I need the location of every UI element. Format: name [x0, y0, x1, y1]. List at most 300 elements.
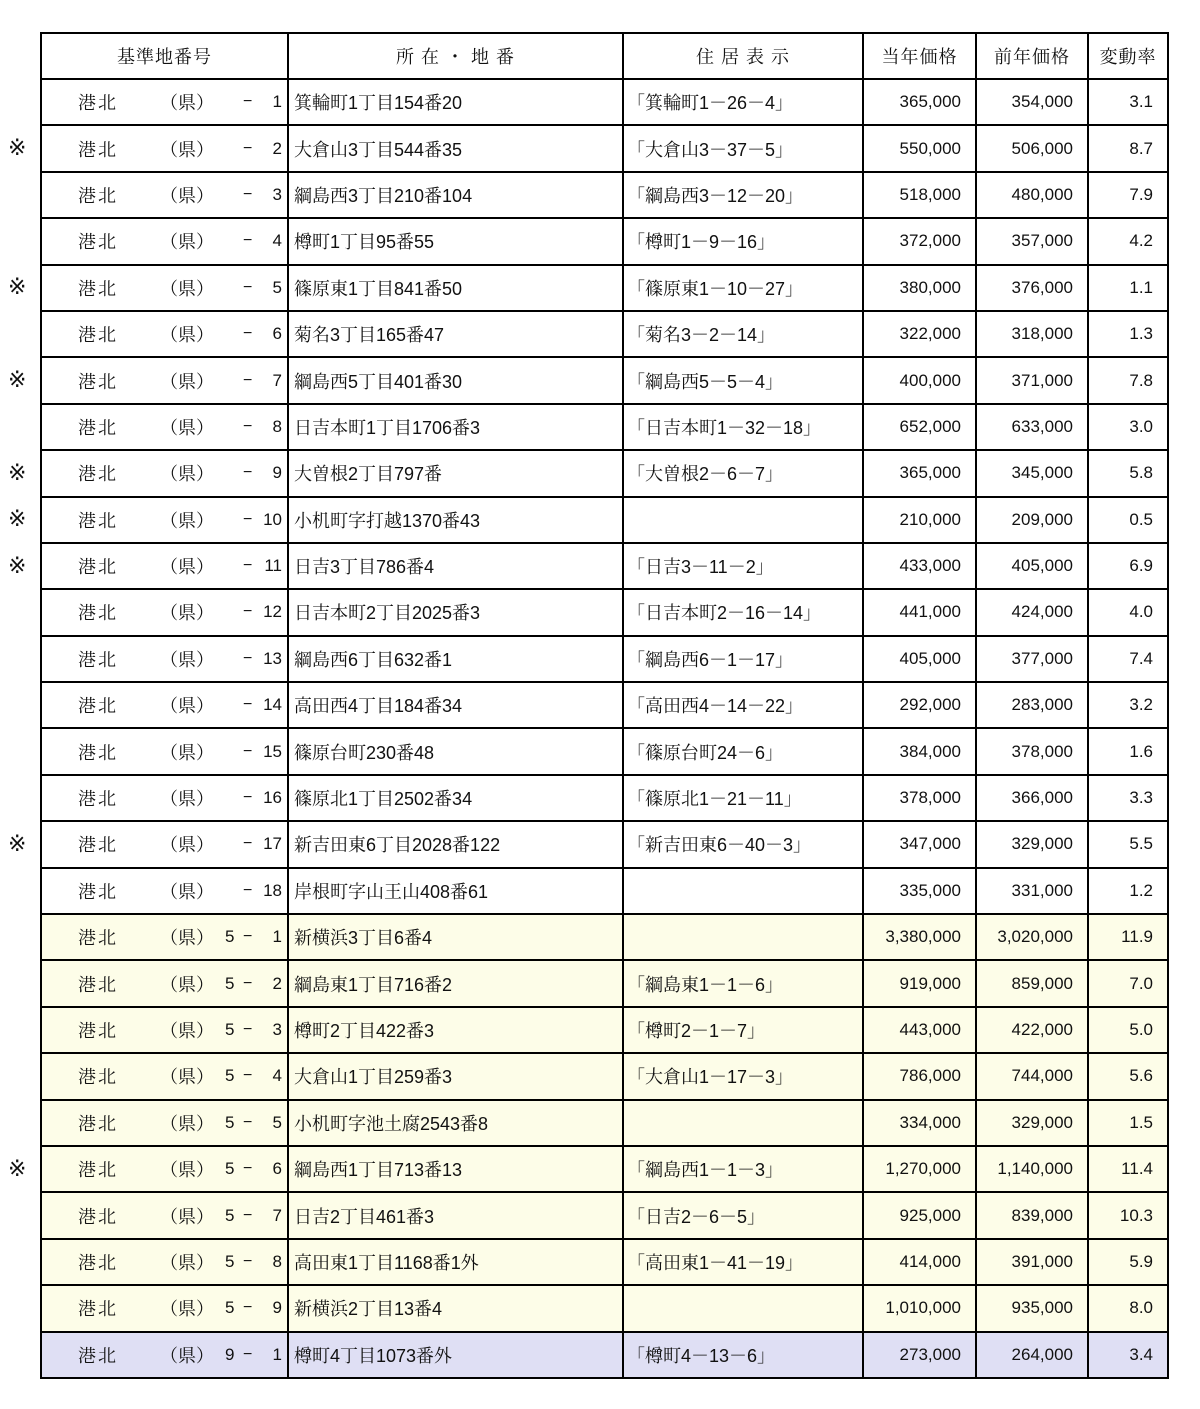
change-rate-cell: 7.9 [1088, 172, 1168, 218]
pref-label: （県） [160, 928, 214, 949]
address-display-cell: 「綱島東1－1－6」 [623, 960, 863, 1006]
change-rate-cell: 1.5 [1088, 1100, 1168, 1146]
location-lot-cell: 大倉山1丁目259番3 [288, 1053, 623, 1099]
location-lot-cell: 新横浜2丁目13番4 [288, 1285, 623, 1331]
location-lot-cell: 小机町字池土腐2543番8 [288, 1100, 623, 1146]
lot-number: 5 [272, 1112, 282, 1132]
pref-label: （県） [160, 1252, 214, 1273]
dash-separator: − [243, 417, 253, 435]
change-rate-cell: 3.4 [1088, 1332, 1168, 1378]
previous-price-cell: 329,000 [976, 821, 1088, 867]
change-rate-cell: 4.0 [1088, 589, 1168, 635]
current-price-cell: 372,000 [863, 218, 976, 264]
table-row [41, 914, 1168, 960]
standard-lot-no-cell [41, 218, 288, 264]
current-price-cell: 786,000 [863, 1053, 976, 1099]
dash-separator: − [243, 1113, 253, 1131]
series-number: 5 [225, 1159, 235, 1179]
lot-number: 12 [263, 602, 282, 622]
address-display-cell: 「日吉3－11－2」 [623, 543, 863, 589]
ward-label: 港北 [78, 278, 118, 299]
pref-label: （県） [160, 1299, 214, 1320]
header-change-rate: 変動率 [1088, 33, 1168, 79]
pref-label: （県） [160, 1113, 214, 1134]
lot-number: 11 [264, 556, 282, 576]
pref-label: （県） [160, 742, 214, 763]
change-rate-cell: 4.2 [1088, 218, 1168, 264]
dash-separator: − [243, 1160, 253, 1178]
standard-lot-no-cell [41, 450, 288, 496]
standard-lot-no-cell [41, 589, 288, 635]
ward-label: 港北 [78, 1299, 118, 1320]
standard-lot-no-cell [41, 404, 288, 450]
standard-lot-no-cell [41, 1332, 288, 1378]
location-lot-cell: 大曽根2丁目797番 [288, 450, 623, 496]
ward-label: 港北 [78, 1021, 118, 1041]
current-price-cell: 652,000 [863, 404, 976, 450]
previous-price-cell: 935,000 [976, 1285, 1088, 1331]
standard-lot-no-cell [41, 357, 288, 403]
previous-price-cell: 405,000 [976, 543, 1088, 589]
ward-label: 港北 [78, 557, 118, 578]
dash-separator: − [243, 1021, 253, 1038]
ward-label: 港北 [78, 835, 118, 856]
series-number: 5 [225, 1066, 235, 1086]
previous-price-cell: 859,000 [976, 960, 1088, 1006]
current-price-cell: 347,000 [863, 821, 976, 867]
address-display-cell: 「大倉山1－17－3」 [623, 1053, 863, 1099]
ward-label: 港北 [78, 974, 118, 995]
change-rate-cell: 3.2 [1088, 682, 1168, 728]
change-rate-cell: 3.1 [1088, 79, 1168, 125]
standard-lot-no-cell [41, 636, 288, 682]
current-price-cell: 365,000 [863, 79, 976, 125]
dash-separator: − [243, 185, 253, 203]
pref-label: （県） [160, 1021, 214, 1041]
pref-label: （県） [160, 1160, 214, 1181]
pref-label: （県） [160, 278, 214, 299]
location-lot-cell: 綱島西6丁目632番1 [288, 636, 623, 682]
location-lot-cell: 日吉2丁目461番3 [288, 1192, 623, 1238]
standard-lot-no-cell [41, 172, 288, 218]
location-lot-cell: 篠原東1丁目841番50 [288, 265, 623, 311]
previous-price-cell: 264,000 [976, 1332, 1088, 1378]
table-row [41, 1192, 1168, 1238]
pref-label: （県） [160, 185, 214, 206]
lot-number: 13 [263, 648, 282, 668]
previous-price-cell: 283,000 [976, 682, 1088, 728]
pref-label: （県） [160, 139, 214, 160]
previous-price-cell: 366,000 [976, 775, 1088, 821]
table-row [41, 821, 1168, 867]
pref-label: （県） [160, 649, 214, 670]
reference-mark: ※ [8, 506, 27, 532]
previous-price-cell: 3,020,000 [976, 914, 1088, 960]
table-row [41, 172, 1168, 218]
series-number: 5 [225, 1205, 235, 1225]
address-display-cell: 「篠原北1－21－11」 [623, 775, 863, 821]
header-current-price: 当年価格 [863, 33, 976, 79]
table-row [41, 636, 1168, 682]
standard-lot-no-cell [41, 1100, 288, 1146]
previous-price-cell: 506,000 [976, 125, 1088, 171]
pref-label: （県） [160, 1206, 214, 1227]
standard-lot-no-cell [41, 1192, 288, 1238]
change-rate-cell: 7.0 [1088, 960, 1168, 1006]
ward-label: 港北 [78, 649, 118, 670]
lot-number: 8 [272, 1251, 282, 1271]
change-rate-cell: 5.8 [1088, 450, 1168, 496]
change-rate-cell: 1.2 [1088, 868, 1168, 914]
table-row [41, 311, 1168, 357]
dash-separator: − [243, 928, 253, 946]
lot-number: 6 [272, 324, 282, 344]
lot-number: 10 [263, 509, 282, 529]
address-display-cell [623, 1285, 863, 1331]
change-rate-cell: 5.9 [1088, 1239, 1168, 1285]
address-display-cell: 「高田西4－14－22」 [623, 682, 863, 728]
change-rate-cell: 3.3 [1088, 775, 1168, 821]
lot-number: 3 [272, 184, 282, 204]
address-display-cell [623, 497, 863, 543]
ward-label: 港北 [78, 928, 118, 949]
header-previous-price: 前年価格 [976, 33, 1088, 79]
header-address-display: 住 居 表 示 [623, 33, 863, 79]
pref-label: （県） [160, 510, 214, 531]
standard-lot-no-cell [41, 1053, 288, 1099]
previous-price-cell: 209,000 [976, 497, 1088, 543]
change-rate-cell: 0.5 [1088, 497, 1168, 543]
location-lot-cell: 綱島西5丁目401番30 [288, 357, 623, 403]
address-display-cell: 「箕輪町1－26－4」 [623, 79, 863, 125]
table-row [41, 728, 1168, 774]
location-lot-cell: 高田西4丁目184番34 [288, 682, 623, 728]
table-row [41, 497, 1168, 543]
address-display-cell: 「綱島西6－1－17」 [623, 636, 863, 682]
pref-label: （県） [160, 696, 214, 717]
previous-price-cell: 1,140,000 [976, 1146, 1088, 1192]
standard-lot-no-cell [41, 543, 288, 589]
address-display-cell: 「日吉2－6－5」 [623, 1192, 863, 1238]
address-display-cell: 「大倉山3－37－5」 [623, 125, 863, 171]
pref-label: （県） [160, 1067, 214, 1088]
previous-price-cell: 331,000 [976, 868, 1088, 914]
address-display-cell: 「菊名3－2－14」 [623, 311, 863, 357]
ward-label: 港北 [78, 371, 118, 392]
dash-separator: − [243, 1345, 253, 1363]
address-display-cell [623, 914, 863, 960]
table-row [41, 682, 1168, 728]
previous-price-cell: 345,000 [976, 450, 1088, 496]
lot-number: 7 [272, 1205, 282, 1225]
lot-number: 9 [272, 1298, 282, 1318]
reference-mark: ※ [8, 831, 27, 856]
previous-price-cell: 377,000 [976, 636, 1088, 682]
current-price-cell: 335,000 [863, 868, 976, 914]
change-rate-cell: 7.8 [1088, 357, 1168, 403]
table-row [41, 1332, 1168, 1378]
dash-separator: − [243, 974, 253, 992]
change-rate-cell: 11.4 [1088, 1146, 1168, 1192]
location-lot-cell: 樽町2丁目422番3 [288, 1007, 623, 1053]
ward-label: 港北 [78, 1160, 118, 1181]
dash-separator: − [243, 789, 253, 807]
table-row [41, 1146, 1168, 1192]
change-rate-cell: 1.6 [1088, 728, 1168, 774]
dash-separator: − [243, 510, 253, 528]
ward-label: 港北 [78, 1067, 118, 1088]
pref-label: （県） [160, 464, 214, 485]
current-price-cell: 400,000 [863, 357, 976, 403]
lot-number: 16 [263, 788, 282, 808]
location-lot-cell: 小机町字打越1370番43 [288, 497, 623, 543]
table-row [41, 543, 1168, 589]
pref-label: （県） [160, 325, 214, 346]
standard-lot-no-cell [41, 79, 288, 125]
table-header [41, 33, 1168, 79]
ward-label: 港北 [78, 325, 118, 346]
reference-mark: ※ [8, 459, 27, 485]
address-display-cell: 「高田東1－41－19」 [623, 1239, 863, 1285]
table-row [41, 357, 1168, 403]
current-price-cell: 334,000 [863, 1100, 976, 1146]
location-lot-cell: 樽町1丁目95番55 [288, 218, 623, 264]
pref-label: （県） [160, 974, 214, 995]
current-price-cell: 378,000 [863, 775, 976, 821]
lot-number: 3 [272, 1020, 282, 1039]
location-lot-cell: 箕輪町1丁目154番20 [288, 79, 623, 125]
table-row [41, 1285, 1168, 1331]
table-row [41, 1100, 1168, 1146]
previous-price-cell: 318,000 [976, 311, 1088, 357]
pref-label: （県） [160, 232, 214, 253]
change-rate-cell: 1.3 [1088, 311, 1168, 357]
previous-price-cell: 391,000 [976, 1239, 1088, 1285]
dash-separator: − [243, 464, 253, 482]
table-row [41, 450, 1168, 496]
address-display-cell [623, 1100, 863, 1146]
current-price-cell: 550,000 [863, 125, 976, 171]
lot-number: 7 [272, 370, 282, 390]
pref-label: （県） [160, 417, 214, 438]
change-rate-cell: 3.0 [1088, 404, 1168, 450]
header-location-lot: 所 在 ・ 地 番 [288, 33, 623, 79]
dash-separator: − [243, 1299, 253, 1317]
header-standard-lot-no: 基準地番号 [41, 33, 288, 79]
previous-price-cell: 422,000 [976, 1007, 1088, 1053]
header-row [41, 33, 1168, 79]
current-price-cell: 365,000 [863, 450, 976, 496]
current-price-cell: 210,000 [863, 497, 976, 543]
dash-separator: − [243, 1067, 253, 1085]
previous-price-cell: 633,000 [976, 404, 1088, 450]
location-lot-cell: 高田東1丁目1168番1外 [288, 1239, 623, 1285]
current-price-cell: 518,000 [863, 172, 976, 218]
pref-label: （県） [160, 93, 214, 114]
dash-separator: − [243, 232, 253, 250]
standard-lot-no-cell [41, 497, 288, 543]
ward-label: 港北 [78, 1113, 118, 1134]
location-lot-cell: 綱島東1丁目716番2 [288, 960, 623, 1006]
location-lot-cell: 綱島西3丁目210番104 [288, 172, 623, 218]
ward-label: 港北 [78, 93, 118, 114]
change-rate-cell: 1.1 [1088, 265, 1168, 311]
pref-label: （県） [160, 371, 214, 392]
location-lot-cell: 大倉山3丁目544番35 [288, 125, 623, 171]
previous-price-cell: 376,000 [976, 265, 1088, 311]
current-price-cell: 322,000 [863, 311, 976, 357]
change-rate-cell: 8.7 [1088, 125, 1168, 171]
change-rate-cell: 5.0 [1088, 1007, 1168, 1053]
dash-separator: − [243, 649, 253, 667]
dash-separator: − [243, 1206, 253, 1224]
reference-mark: ※ [8, 135, 27, 160]
standard-lot-no-cell [41, 728, 288, 774]
standard-lot-no-cell [41, 311, 288, 357]
location-lot-cell: 日吉本町1丁目1706番3 [288, 404, 623, 450]
series-number: 5 [225, 973, 235, 993]
series-number: 5 [225, 927, 235, 947]
dash-separator: − [243, 1252, 253, 1270]
location-lot-cell: 日吉3丁目786番4 [288, 543, 623, 589]
lot-number: 14 [263, 695, 282, 715]
dash-separator: − [243, 881, 253, 899]
current-price-cell: 384,000 [863, 728, 976, 774]
table-row [41, 1053, 1168, 1099]
lot-number: 5 [272, 277, 282, 297]
series-number: 9 [225, 1344, 235, 1364]
table-row [41, 960, 1168, 1006]
address-display-cell: 「綱島西1－1－3」 [623, 1146, 863, 1192]
series-number: 5 [225, 1251, 235, 1271]
standard-lot-no-cell [41, 1285, 288, 1331]
standard-lot-no-cell [41, 821, 288, 867]
series-number: 5 [225, 1112, 235, 1132]
current-price-cell: 405,000 [863, 636, 976, 682]
dash-separator: − [243, 742, 253, 760]
address-display-cell: 「綱島西5－5－4」 [623, 357, 863, 403]
standard-lot-no-cell [41, 1239, 288, 1285]
table-row [41, 79, 1168, 125]
lot-number: 2 [272, 138, 282, 158]
ward-label: 港北 [78, 1252, 118, 1273]
standard-lot-no-cell [41, 868, 288, 914]
lot-number: 1 [272, 927, 282, 947]
standard-lot-no-cell [41, 1146, 288, 1192]
dash-separator: − [243, 93, 253, 111]
location-lot-cell: 新吉田東6丁目2028番122 [288, 821, 623, 867]
table-row [41, 589, 1168, 635]
standard-lot-no-cell [41, 125, 288, 171]
ward-label: 港北 [78, 139, 118, 160]
location-lot-cell: 日吉本町2丁目2025番3 [288, 589, 623, 635]
current-price-cell: 3,380,000 [863, 914, 976, 960]
ward-label: 港北 [78, 789, 118, 810]
table-row [41, 1007, 1168, 1053]
ward-label: 港北 [78, 185, 118, 206]
address-display-cell: 「日吉本町1－32－18」 [623, 404, 863, 450]
address-display-cell: 「樽町2－1－7」 [623, 1007, 863, 1053]
location-lot-cell: 篠原台町230番48 [288, 728, 623, 774]
address-display-cell: 「篠原東1－10－27」 [623, 265, 863, 311]
ward-label: 港北 [78, 510, 118, 531]
table-row [41, 265, 1168, 311]
address-display-cell: 「大曽根2－6－7」 [623, 450, 863, 496]
location-lot-cell: 新横浜3丁目6番4 [288, 914, 623, 960]
current-price-cell: 1,010,000 [863, 1285, 976, 1331]
address-display-cell: 「篠原台町24－6」 [623, 728, 863, 774]
standard-lot-no-cell [41, 265, 288, 311]
current-price-cell: 443,000 [863, 1007, 976, 1053]
table-row [41, 868, 1168, 914]
location-lot-cell: 樽町4丁目1073番外 [288, 1332, 623, 1378]
lot-number: 4 [272, 1066, 282, 1086]
location-lot-cell: 菊名3丁目165番47 [288, 311, 623, 357]
pref-label: （県） [160, 881, 214, 902]
ward-label: 港北 [78, 1206, 118, 1227]
current-price-cell: 1,270,000 [863, 1146, 976, 1192]
dash-separator: − [243, 835, 253, 853]
address-display-cell: 「樽町4－13－6」 [623, 1332, 863, 1378]
dash-separator: − [243, 325, 253, 343]
pref-label: （県） [160, 789, 214, 810]
location-lot-cell: 綱島西1丁目713番13 [288, 1146, 623, 1192]
pref-label: （県） [160, 1345, 214, 1366]
change-rate-cell: 7.4 [1088, 636, 1168, 682]
previous-price-cell: 329,000 [976, 1100, 1088, 1146]
table-row [41, 404, 1168, 450]
lot-number: 1 [272, 92, 282, 112]
change-rate-cell: 11.9 [1088, 914, 1168, 960]
current-price-cell: 433,000 [863, 543, 976, 589]
current-price-cell: 925,000 [863, 1192, 976, 1238]
table-row [41, 775, 1168, 821]
series-number: 5 [225, 1298, 235, 1318]
current-price-cell: 919,000 [863, 960, 976, 1006]
dash-separator: − [243, 139, 253, 157]
change-rate-cell: 10.3 [1088, 1192, 1168, 1238]
ward-label: 港北 [78, 417, 118, 438]
address-display-cell: 「新吉田東6－40－3」 [623, 821, 863, 867]
dash-separator: − [243, 371, 253, 389]
change-rate-cell: 8.0 [1088, 1285, 1168, 1331]
lot-number: 17 [263, 834, 282, 854]
current-price-cell: 441,000 [863, 589, 976, 635]
reference-mark: ※ [8, 367, 27, 392]
table-row [41, 1239, 1168, 1285]
standard-lot-no-cell [41, 775, 288, 821]
lot-number: 9 [272, 463, 282, 483]
pref-label: （県） [160, 835, 214, 856]
lot-number: 6 [272, 1159, 282, 1179]
dash-separator: − [243, 278, 253, 296]
table-row [41, 218, 1168, 264]
lot-number: 1 [272, 1344, 282, 1364]
previous-price-cell: 744,000 [976, 1053, 1088, 1099]
reference-mark: ※ [8, 1155, 27, 1181]
address-display-cell: 「樽町1－9－16」 [623, 218, 863, 264]
previous-price-cell: 354,000 [976, 79, 1088, 125]
previous-price-cell: 424,000 [976, 589, 1088, 635]
pref-label: （県） [160, 603, 214, 624]
dash-separator: − [243, 696, 253, 714]
standard-lot-no-cell [41, 682, 288, 728]
lot-number: 8 [272, 416, 282, 436]
ward-label: 港北 [78, 696, 118, 717]
previous-price-cell: 480,000 [976, 172, 1088, 218]
lot-number: 15 [263, 741, 282, 761]
standard-lot-no-cell [41, 960, 288, 1006]
